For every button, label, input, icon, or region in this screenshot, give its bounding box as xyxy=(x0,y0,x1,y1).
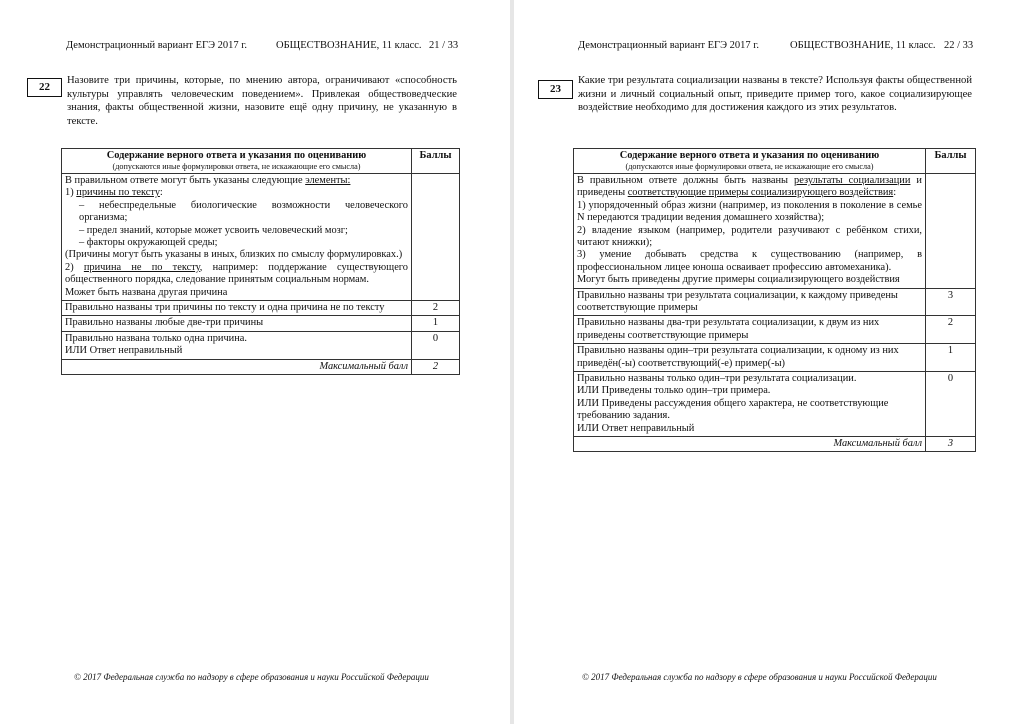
header-page-number: 22 / 33 xyxy=(944,40,974,51)
score-row xyxy=(574,316,976,344)
criteria-table xyxy=(573,148,976,452)
content-text: : xyxy=(159,187,163,199)
score-criterion: Правильно названы только один–три результата социализации. ИЛИ Приведены только один–три примера. ИЛИ Приведены рассуждения общего характера, не соответствующие требованию задания. ИЛИ Ответ неправильный xyxy=(574,372,926,437)
content-text: В правильном ответе должны быть названы xyxy=(577,174,795,186)
header-content-cell xyxy=(62,149,412,174)
page-header xyxy=(578,40,974,51)
content-line: (Причины могут быть указаны в иных, близких по смыслу формулировках.) xyxy=(65,249,403,261)
header-points-cell: Баллы xyxy=(412,149,460,174)
score-criterion: Правильно названы любые две-три причины xyxy=(62,316,412,331)
right-page xyxy=(514,0,1024,724)
content-line xyxy=(577,175,922,200)
answer-content-row xyxy=(574,173,976,288)
score-criterion: Правильно названы два-три результата социализации, к двум из них приведены соответствующие примеры xyxy=(574,316,926,344)
header-points-cell: Баллы xyxy=(926,149,976,174)
score-criterion: Правильно названы три результата социализации, к каждому приведены соответствующие примеры xyxy=(574,288,926,316)
max-score-label: Максимальный балл xyxy=(62,359,412,374)
score-row xyxy=(574,344,976,372)
score-points: 0 xyxy=(926,372,976,437)
score-row xyxy=(574,372,976,437)
header-subject: ОБЩЕСТВОЗНАНИЕ, 11 класс. xyxy=(276,40,422,51)
max-score-value: 2 xyxy=(412,359,460,374)
page-header xyxy=(66,40,459,51)
criteria-table xyxy=(61,148,460,375)
content-line: 1) упорядоченный образ жизни (например, из поколения в поколение в семье N передаются традиции ведения домашнего хозяйства); xyxy=(577,199,922,224)
score-criterion: Правильно названа только одна причина. ИЛИ Ответ неправильный xyxy=(62,331,412,359)
max-score-label: Максимальный балл xyxy=(574,437,926,452)
answer-content-cell xyxy=(574,173,926,288)
page-footer: © 2017 Федеральная служба по надзору в сфере образования и науки Российской Федерации xyxy=(582,672,937,682)
content-text: и приведены xyxy=(577,174,922,199)
content-underlined: результаты социализации xyxy=(794,174,911,186)
header-doc: Демонстрационный вариант ЕГЭ 2017 г. xyxy=(578,40,760,51)
max-score-row xyxy=(574,437,976,452)
content-underlined: причины по тексту xyxy=(76,187,160,199)
header-content-sublabel: (допускаются иные формулировки ответа, не искажающие его смысла) xyxy=(112,162,361,172)
content-text: 1) xyxy=(65,187,77,199)
header-content-label: Содержание верного ответа и указания по оцениванию xyxy=(619,150,880,161)
task-text: Назовите три причины, которые, по мнению автора, ограничивают «способность культуры управлять человеческим поведением». Привлекая обществоведческие знания, факты общественной жизни, назовите ещё одну причину, не указанную в тексте. xyxy=(67,75,457,127)
content-underlined: элементы: xyxy=(305,174,351,186)
answer-points-cell xyxy=(926,173,976,288)
content-line: – небеспредельные биологические возможности человеческого организма; xyxy=(79,199,408,224)
max-score-row xyxy=(62,359,460,374)
score-points: 3 xyxy=(926,288,976,316)
content-line: – предел знаний, которые может усвоить человеческий мозг; xyxy=(79,224,348,236)
score-row xyxy=(62,316,460,331)
content-underlined: соответствующие примеры социализирующего воздействия xyxy=(627,187,894,199)
left-page xyxy=(0,0,510,724)
header-subject: ОБЩЕСТВОЗНАНИЕ, 11 класс. xyxy=(790,40,936,51)
table-header-row xyxy=(574,149,976,174)
max-score-value: 3 xyxy=(926,437,976,452)
content-line xyxy=(65,187,408,199)
score-points: 1 xyxy=(926,344,976,372)
score-row xyxy=(62,300,460,315)
content-text: В правильном ответе могут быть указаны следующие xyxy=(65,174,306,186)
score-points: 2 xyxy=(926,316,976,344)
score-row xyxy=(62,331,460,359)
task-number-box: 22 xyxy=(27,78,62,97)
header-content-label: Содержание верного ответа и указания по оцениванию xyxy=(106,150,367,161)
content-line: 3) умение добывать средства к существованию (например, в профессиональном лицее юноша осваивает профессию автомеханика). xyxy=(577,249,922,273)
score-points: 0 xyxy=(412,331,460,359)
content-line: 2) владение языком (например, родители разучивают с ребёнком стихи, читают книжки); xyxy=(577,224,922,248)
task-number-box: 23 xyxy=(538,80,573,99)
content-line: – факторы окружающей среды; xyxy=(79,236,218,248)
header-content-sublabel: (допускаются иные формулировки ответа, не искажающие его смысла) xyxy=(625,162,874,172)
table-header-row xyxy=(62,149,460,174)
content-text: , например: поддержание существующего общественного порядка, следование принятым социальным нормам. xyxy=(65,261,408,286)
header-content-cell xyxy=(574,149,926,174)
answer-content-row xyxy=(62,173,460,300)
content-text: : xyxy=(893,187,897,199)
page-footer: © 2017 Федеральная служба по надзору в сфере образования и науки Российской Федерации xyxy=(74,672,429,682)
score-points: 2 xyxy=(412,300,460,315)
score-row xyxy=(574,288,976,316)
content-text: 2) xyxy=(65,261,84,273)
content-line: Может быть названа другая причина xyxy=(65,286,228,298)
answer-points-cell xyxy=(412,173,460,300)
score-criterion: Правильно названы один–три результата социализации, к одному из них приведён(-ы) соответствующий(-е) пример(-ы) xyxy=(574,344,926,372)
header-page-number: 21 / 33 xyxy=(429,40,459,51)
score-points: 1 xyxy=(412,316,460,331)
content-line xyxy=(65,175,408,187)
content-line: Могут быть приведены другие примеры социализирующего воздействия xyxy=(577,274,900,286)
header-doc: Демонстрационный вариант ЕГЭ 2017 г. xyxy=(66,40,248,51)
score-criterion: Правильно названы три причины по тексту и одна причина не по тексту xyxy=(62,300,412,315)
content-underlined: причина не по тексту xyxy=(83,261,200,273)
content-line xyxy=(65,262,408,287)
task-text: Какие три результата социализации названы в тексте? Используя факты общественной жизни и личный социальный опыт, приведите пример того, какое социализирующее воздействие необходимо для достижения каждого из этих результатов. xyxy=(578,75,972,113)
answer-content-cell xyxy=(62,173,412,300)
